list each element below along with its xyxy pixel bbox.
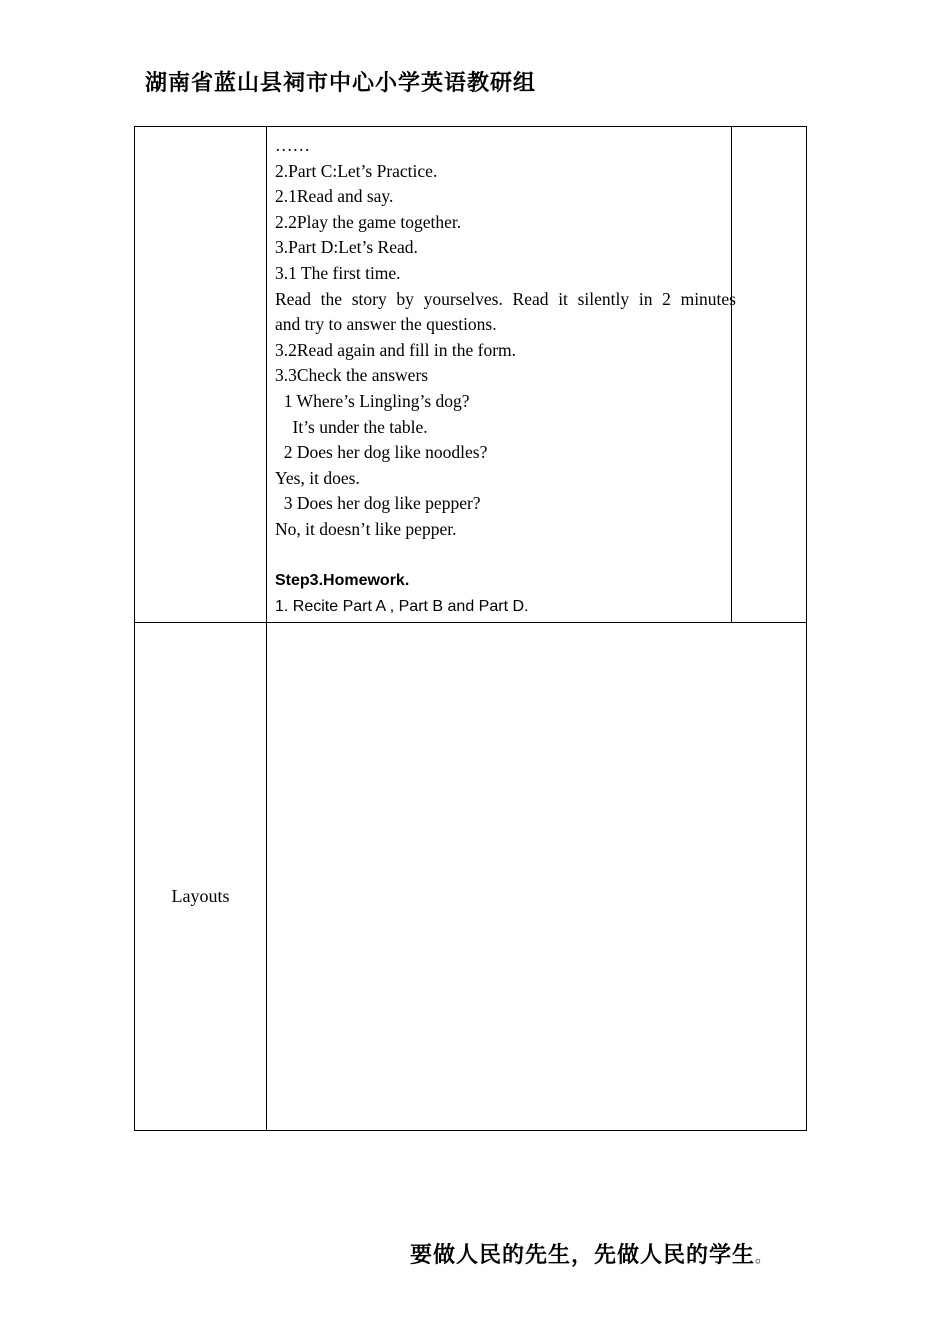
justified-word: the [320, 288, 343, 309]
procedure-line: 2 Does her dog like noodles? [275, 442, 488, 463]
row-divider [135, 622, 806, 623]
procedure-line: 2.1Read and say. [275, 186, 394, 207]
justified-word: minutes [680, 288, 736, 309]
footer-motto [410, 1238, 772, 1269]
procedure-line: No, it doesn’t like pepper. [275, 518, 457, 539]
justified-word: silently [577, 288, 630, 309]
homework-heading: Step3.Homework. [275, 572, 410, 590]
document-header-title: 湖南省蓝山县祠市中心小学英语教研组 [145, 70, 537, 96]
justified-word: Read [275, 288, 311, 309]
procedure-line: 3.1 The first time. [275, 262, 401, 283]
justified-word: yourselves. [423, 288, 503, 309]
justified-word: it [558, 288, 568, 309]
procedure-line: It’s under the table. [275, 416, 428, 437]
justified-word: Read [512, 288, 549, 309]
procedure-line: 3 Does her dog like pepper? [275, 493, 481, 514]
procedure-line: 1 Where’s Lingling’s dog? [275, 390, 470, 411]
justified-word: in [638, 288, 653, 309]
layouts-label: Layouts [171, 886, 230, 906]
homework-item: 1. Recite Part A , Part B and Part D. [275, 597, 529, 615]
justified-word: story [351, 288, 387, 309]
procedure-blank-line [275, 543, 745, 569]
procedure-line: 3.Part D:Let’s Read. [275, 237, 418, 258]
procedure-line: 2.Part C:Let’s Practice. [275, 160, 438, 181]
procedure-content [275, 133, 745, 619]
procedure-line: Yes, it does. [275, 467, 360, 488]
procedure-line: …… [275, 135, 310, 155]
justified-word: 2 [662, 288, 671, 309]
procedure-line: and try to answer the questions. [275, 314, 497, 335]
lesson-plan-table [134, 126, 807, 1131]
footer-motto-period: 。 [755, 1247, 773, 1266]
label-column-divider [266, 127, 267, 1130]
procedure-line: 2.2Play the game together. [275, 211, 462, 232]
footer-motto-text: 要做人民的先生，先做人民的学生 [410, 1242, 756, 1268]
procedure-line-justified [275, 287, 736, 313]
procedure-line: 3.3Check the answers [275, 365, 429, 386]
procedure-line: 3.2Read again and fill in the form. [275, 339, 517, 360]
justified-word: by [396, 288, 414, 309]
